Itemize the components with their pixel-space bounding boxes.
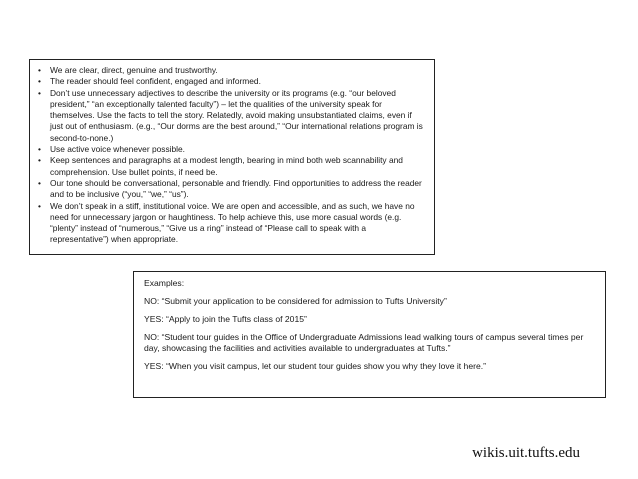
guideline-text: The reader should feel confident, engaged and informed. bbox=[50, 76, 261, 87]
source-caption: wikis.uit.tufts.edu bbox=[472, 445, 580, 461]
guideline-item bbox=[35, 65, 426, 76]
guideline-text: Don’t use unnecessary adjectives to describe the university or its programs (e.g. “our beloved president,” “an exceptionally talented faculty”) – let the qualities of the university speak for themselves. Use the facts to tell the story. Relatedly, avoid making unsubstantiated claims, even if just out of enthusiasm. (e.g., “Our dorms are the best around,” “Our international relations program is second-to-none.) bbox=[50, 87, 423, 143]
guidelines-list bbox=[35, 65, 426, 246]
example-no-2: NO: “Student tour guides in the Office of Undergraduate Admissions lead walking tours of campus several times per day, showcasing the facilities and activities available to undergraduates at Tufts.” bbox=[144, 332, 584, 353]
bullet-icon: • bbox=[38, 144, 41, 155]
guideline-item bbox=[35, 76, 426, 87]
bullet-icon: • bbox=[38, 76, 41, 87]
guideline-item bbox=[35, 201, 426, 246]
example-yes-2: YES: “When you visit campus, let our student tour guides show you why they love it here.” bbox=[144, 361, 487, 371]
bullet-icon: • bbox=[38, 65, 41, 75]
bullet-icon: • bbox=[38, 155, 41, 166]
guideline-item bbox=[35, 88, 426, 144]
guideline-text: Use active voice whenever possible. bbox=[50, 144, 185, 155]
bullet-icon: • bbox=[38, 177, 41, 188]
bullet-icon: • bbox=[38, 87, 41, 98]
guideline-item bbox=[35, 144, 426, 155]
guideline-text: We don’t speak in a stiff, institutional voice. We are open and accessible, and as such, we have no need for unnecessary jargon or haughtiness. To help achieve this, use more casual words (e.g. “plenty” instead of “numerous,” “Give us a ring” instead of “Please call to speak with a representative”) when appropriate. bbox=[50, 200, 415, 245]
example-yes-1: YES: “Apply to join the Tufts class of 2015” bbox=[144, 314, 307, 324]
examples-box bbox=[133, 271, 606, 398]
guideline-item bbox=[35, 178, 426, 201]
guideline-text: Our tone should be conversational, personable and friendly. Find opportunities to address the reader and to be inclusive (“you,” “we,” “us”). bbox=[50, 177, 422, 200]
guideline-item bbox=[35, 155, 426, 178]
bullet-icon: • bbox=[38, 200, 41, 211]
example-no-1: NO: “Submit your application to be considered for admission to Tufts University” bbox=[144, 296, 447, 306]
examples-heading: Examples: bbox=[144, 278, 185, 288]
guidelines-box bbox=[29, 59, 435, 255]
guideline-text: Keep sentences and paragraphs at a modest length, bearing in mind both web scannability and comprehension. Use bullet points, if need be. bbox=[50, 155, 403, 177]
guideline-text: We are clear, direct, genuine and trustworthy. bbox=[50, 65, 218, 75]
